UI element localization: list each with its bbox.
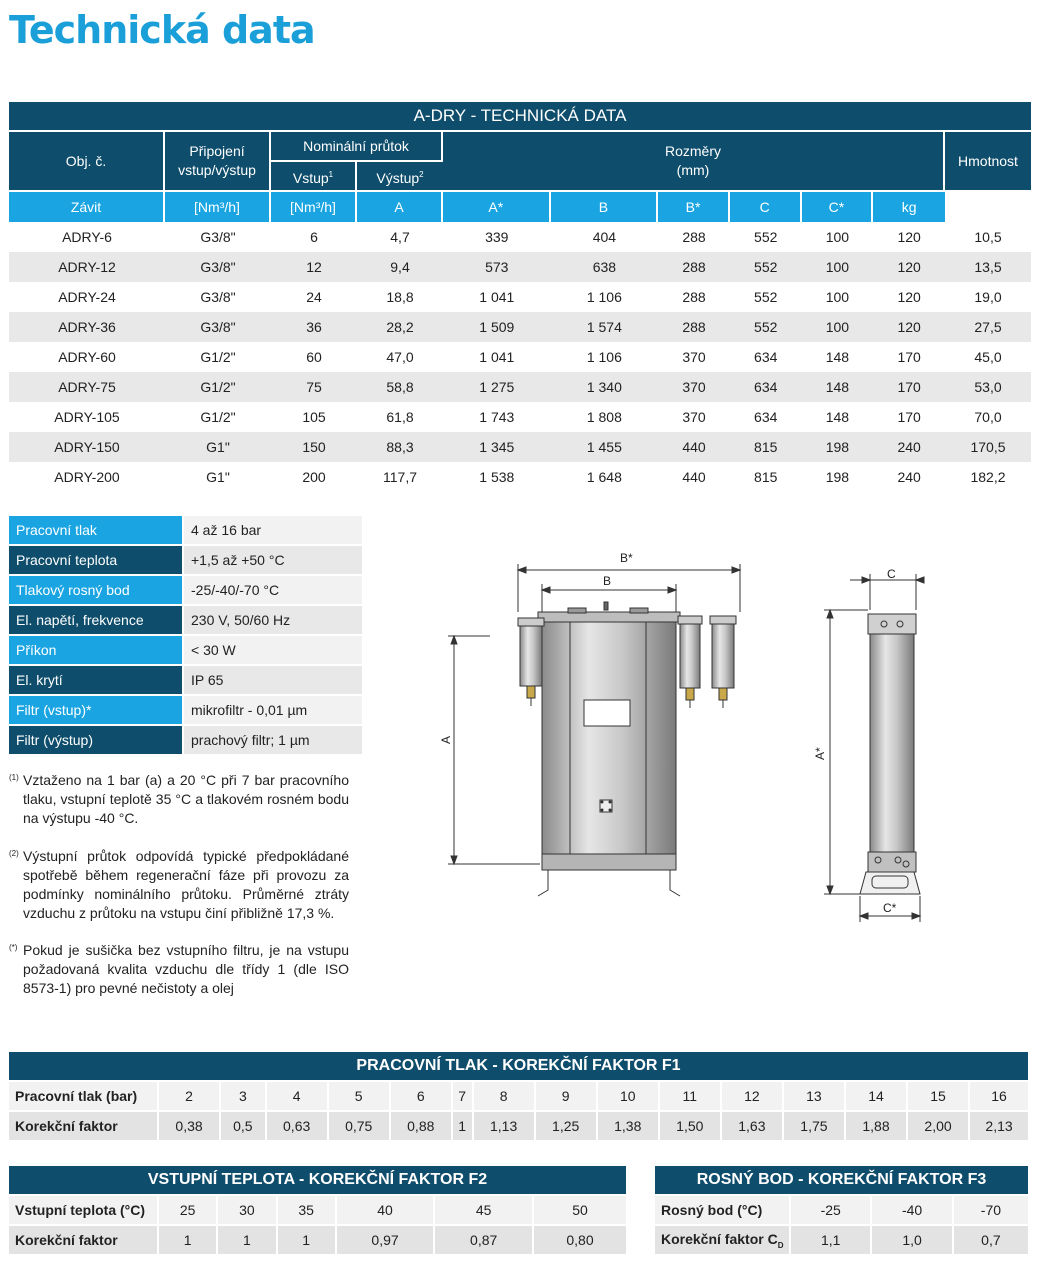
table-cell: 150 [271,432,357,462]
table-cell: 28,2 [357,312,443,342]
param-value: prachový filtr; 1 µm [184,726,362,754]
table-cell: 240 [873,432,945,462]
table-cell: 370 [658,342,730,372]
table-cell: 638 [551,252,659,282]
factor-cell: 0,88 [391,1112,453,1142]
unit-cell: A [357,192,443,222]
param-row [9,546,362,574]
table-cell: G3/8" [165,282,271,312]
f1-row2-label: Korekční faktor [9,1112,159,1142]
table-row [9,282,1031,312]
unit-cell: [Nm³/h] [271,192,357,222]
factor-cell: 1,75 [784,1112,846,1142]
table-cell: 552 [730,312,802,342]
tech-table [9,102,1031,492]
dryer-dimension-drawing [420,540,940,930]
table-cell: 100 [802,282,874,312]
table-cell: 170,5 [945,432,1031,462]
table-cell: 1 743 [443,402,551,432]
factor-cell: -70 [954,1196,1028,1226]
table-cell: 1 041 [443,282,551,312]
factor-cell: 0,63 [267,1112,329,1142]
param-value: IP 65 [184,666,362,694]
factor-cell: 25 [159,1196,218,1226]
label-a: A [439,735,453,744]
table-cell: 61,8 [357,402,443,432]
table-cell: 10,5 [945,222,1031,252]
table-cell: G1/2" [165,372,271,402]
tech-table-caption: A-DRY - TECHNICKÁ DATA [9,102,1031,132]
factor-cell: 4 [267,1082,329,1112]
footnote-text: Pokud je sušička bez vstupního filtru, je na vstupu požadovaná kvalita vzduchu dle třídy 1 (dle ISO 8573-1) pro pevné nečistoty a olej [23,942,349,996]
table-cell: 36 [271,312,357,342]
f2-row2-label: Korekční faktor [9,1226,159,1256]
param-value: < 30 W [184,636,362,664]
table-cell: 100 [802,222,874,252]
dimensions-unit: (mm) [676,162,710,178]
table-cell: 58,8 [357,372,443,402]
factor-cell: 1,63 [722,1112,784,1142]
unit-cell: B [551,192,659,222]
factor-cell: 2 [159,1082,221,1112]
factor-cell: 0,87 [435,1226,534,1256]
factor-cell: 13 [784,1082,846,1112]
table-cell: 13,5 [945,252,1031,282]
header-flow: Nominální průtok [271,132,443,162]
factor-cell: 15 [908,1082,970,1112]
header-flow-out: Výstup$^2$ [357,162,443,192]
unit-cell: A* [443,192,551,222]
table-cell: 288 [658,252,730,282]
table-cell: 117,7 [357,462,443,492]
table-cell: 60 [271,342,357,372]
table-cell: 815 [730,432,802,462]
table-cell: 105 [271,402,357,432]
factor-cell: 16 [970,1082,1028,1112]
table-row [9,252,1031,282]
factor-cell: 0,80 [534,1226,626,1256]
factor-cell: 11 [660,1082,722,1112]
factor-cell: 1 [453,1112,474,1142]
param-row [9,636,362,664]
factor-cell: 1 [278,1226,337,1256]
factor-cell: 9 [536,1082,598,1112]
table-cell: ADRY-200 [9,462,165,492]
table-cell: 170 [873,402,945,432]
header-obj: Obj. č. [9,132,165,192]
factor-cell: 7 [453,1082,474,1112]
table-cell: G3/8" [165,312,271,342]
f3-caption: ROSNÝ BOD - KOREKČNÍ FAKTOR F3 [655,1166,1028,1196]
factor-cell: 50 [534,1196,626,1226]
table-cell: G1" [165,462,271,492]
param-label: Filtr (výstup) [9,726,184,754]
footnote [9,771,349,828]
factor-cell: 6 [391,1082,453,1112]
table-cell: 1 648 [551,462,659,492]
table-cell: 47,0 [357,342,443,372]
factor-cell: 1,13 [474,1112,536,1142]
param-row [9,606,362,634]
param-label: Příkon [9,636,184,664]
param-row [9,516,362,544]
table-cell: 148 [802,372,874,402]
table-cell: ADRY-12 [9,252,165,282]
label-a-star: A* [813,747,827,760]
table-cell: 6 [271,222,357,252]
factor-cell: 5 [329,1082,391,1112]
param-row [9,726,362,754]
table-cell: 1 275 [443,372,551,402]
factor-cell: -25 [791,1196,872,1226]
table-cell: 440 [658,432,730,462]
table-row [9,342,1031,372]
label-b-star: B* [620,551,633,565]
table-cell: 1 345 [443,432,551,462]
unit-cell: B* [658,192,730,222]
factor-cell: 0,38 [159,1112,221,1142]
table-cell: 1 574 [551,312,659,342]
footnote-text: Vztaženo na 1 bar (a) a 20 °C při 7 bar pracovního tlaku, vstupní teplotě 35 °C a tlakovém rosném bodu na výstupu -40 °C. [23,772,349,826]
param-label: Pracovní teplota [9,546,184,574]
table-cell: 288 [658,282,730,312]
label-c: C [887,567,896,581]
param-row [9,696,362,724]
factor-cell: 30 [218,1196,277,1226]
table-cell: 148 [802,342,874,372]
param-value: 230 V, 50/60 Hz [184,606,362,634]
table-cell: 1 106 [551,282,659,312]
table-row [9,462,1031,492]
unit-cell: kg [873,192,945,222]
page-title: Technická data [9,8,315,52]
label-b: B [603,574,612,588]
table-cell: 634 [730,402,802,432]
factor-cell: 0,97 [337,1226,436,1256]
table-cell: ADRY-105 [9,402,165,432]
factor-f2-table [9,1166,626,1256]
f1-caption: PRACOVNÍ TLAK - KOREKČNÍ FAKTOR F1 [9,1052,1028,1082]
f2-row1-label: Vstupní teplota (°C) [9,1196,159,1226]
factor-cell: 8 [474,1082,536,1112]
factor-cell: 0,5 [221,1112,267,1142]
table-cell: 1 455 [551,432,659,462]
factor-cell: 1,1 [791,1226,872,1256]
param-value: mikrofiltr - 0,01 µm [184,696,362,724]
footnote-mark: (2) [9,849,19,858]
table-cell: G1/2" [165,402,271,432]
table-row [9,432,1031,462]
parameters-table [9,514,362,756]
param-value: -25/-40/-70 °C [184,576,362,604]
table-cell: ADRY-150 [9,432,165,462]
table-cell: G1/2" [165,342,271,372]
footnote [9,847,349,923]
table-cell: 120 [873,312,945,342]
table-cell: 27,5 [945,312,1031,342]
factor-cell: 40 [337,1196,436,1226]
table-cell: 148 [802,402,874,432]
table-cell: 339 [443,222,551,252]
table-cell: ADRY-75 [9,372,165,402]
factor-f3-table [655,1166,1028,1256]
footnote-mark: (*) [9,943,18,952]
table-cell: 9,4 [357,252,443,282]
param-row [9,576,362,604]
table-cell: G3/8" [165,222,271,252]
param-value: 4 až 16 bar [184,516,362,544]
factor-cell: 0,75 [329,1112,391,1142]
table-cell: G1" [165,432,271,462]
table-cell: G3/8" [165,252,271,282]
unit-cell: C* [802,192,874,222]
factor-cell: 1,88 [846,1112,908,1142]
table-cell: 53,0 [945,372,1031,402]
f3-row1-label: Rosný bod (°C) [655,1196,791,1226]
table-cell: 75 [271,372,357,402]
table-cell: 120 [873,222,945,252]
factor-cell: 10 [598,1082,660,1112]
table-cell: 170 [873,342,945,372]
factor-cell: 1,38 [598,1112,660,1142]
param-row [9,666,362,694]
table-cell: 4,7 [357,222,443,252]
table-row [9,312,1031,342]
param-value: +1,5 až +50 °C [184,546,362,574]
table-cell: 552 [730,222,802,252]
table-cell: 100 [802,252,874,282]
table-cell: 288 [658,222,730,252]
factor-cell: 2,13 [970,1112,1028,1142]
table-cell: 24 [271,282,357,312]
header-dimensions [443,132,945,192]
table-cell: 170 [873,372,945,402]
table-cell: 288 [658,312,730,342]
table-cell: 370 [658,372,730,402]
table-cell: 1 041 [443,342,551,372]
table-cell: 815 [730,462,802,492]
footnote-mark: (1) [9,773,19,782]
factor-cell: 1,0 [872,1226,953,1256]
f3-row2-label: Korekční faktor $C_D$ [655,1226,791,1256]
param-label: El. napětí, frekvence [9,606,184,634]
factor-cell: 2,00 [908,1112,970,1142]
factor-cell: 1 [218,1226,277,1256]
header-connection: Připojení vstup/výstup [165,132,271,192]
table-cell: 1 106 [551,342,659,372]
factor-cell: 1 [159,1226,218,1256]
table-cell: 198 [802,462,874,492]
table-cell: 100 [802,312,874,342]
table-cell: 198 [802,432,874,462]
table-cell: 182,2 [945,462,1031,492]
unit-cell: [Nm³/h] [165,192,271,222]
table-cell: ADRY-6 [9,222,165,252]
table-cell: 19,0 [945,282,1031,312]
table-cell: 634 [730,372,802,402]
factor-cell: 3 [221,1082,267,1112]
table-row [9,222,1031,252]
factor-cell: 1,25 [536,1112,598,1142]
table-cell: 1 808 [551,402,659,432]
factor-cell: 0,7 [954,1226,1028,1256]
factor-cell: 45 [435,1196,534,1226]
unit-cell: C [730,192,802,222]
table-cell: 12 [271,252,357,282]
factor-cell: 12 [722,1082,784,1112]
factor-cell: 1,50 [660,1112,722,1142]
table-cell: 70,0 [945,402,1031,432]
factor-f1-table [9,1052,1028,1142]
factor-cell: 35 [278,1196,337,1226]
table-cell: 18,8 [357,282,443,312]
table-cell: 634 [730,342,802,372]
table-cell: 240 [873,462,945,492]
table-cell: 370 [658,402,730,432]
param-label: Pracovní tlak [9,516,184,544]
table-cell: 552 [730,282,802,312]
table-cell: 404 [551,222,659,252]
factor-cell: 14 [846,1082,908,1112]
param-label: Filtr (vstup)* [9,696,184,724]
param-label: Tlakový rosný bod [9,576,184,604]
label-c-star: C* [883,901,897,915]
table-cell: ADRY-60 [9,342,165,372]
table-cell: 88,3 [357,432,443,462]
f2-caption: VSTUPNÍ TEPLOTA - KOREKČNÍ FAKTOR F2 [9,1166,626,1196]
table-cell: 120 [873,282,945,312]
header-flow-in: Vstup$^1$ [271,162,357,192]
table-cell: ADRY-24 [9,282,165,312]
table-cell: 440 [658,462,730,492]
factor-cell: -40 [872,1196,953,1226]
f1-row1-label: Pracovní tlak (bar) [9,1082,159,1112]
footnote [9,941,349,998]
table-cell: 573 [443,252,551,282]
table-row [9,372,1031,402]
param-label: El. krytí [9,666,184,694]
table-cell: 552 [730,252,802,282]
table-cell: 200 [271,462,357,492]
table-row [9,402,1031,432]
table-cell: ADRY-36 [9,312,165,342]
footnote-text: Výstupní průtok odpovídá typické předpokládané spotřebě během regenerační fáze při provozu za podmínky nominálního průtoku. Průměrné ztráty vzduchu z průtoku na vstupu činí přibližně 17,3 %. [23,848,349,921]
table-cell: 120 [873,252,945,282]
header-weight: Hmotnost [945,132,1031,192]
table-cell: 1 340 [551,372,659,402]
dimensions-label: Rozměry [664,143,721,159]
table-cell: 1 509 [443,312,551,342]
table-cell: 45,0 [945,342,1031,372]
table-cell: 1 538 [443,462,551,492]
unit-cell: Závit [9,192,165,222]
